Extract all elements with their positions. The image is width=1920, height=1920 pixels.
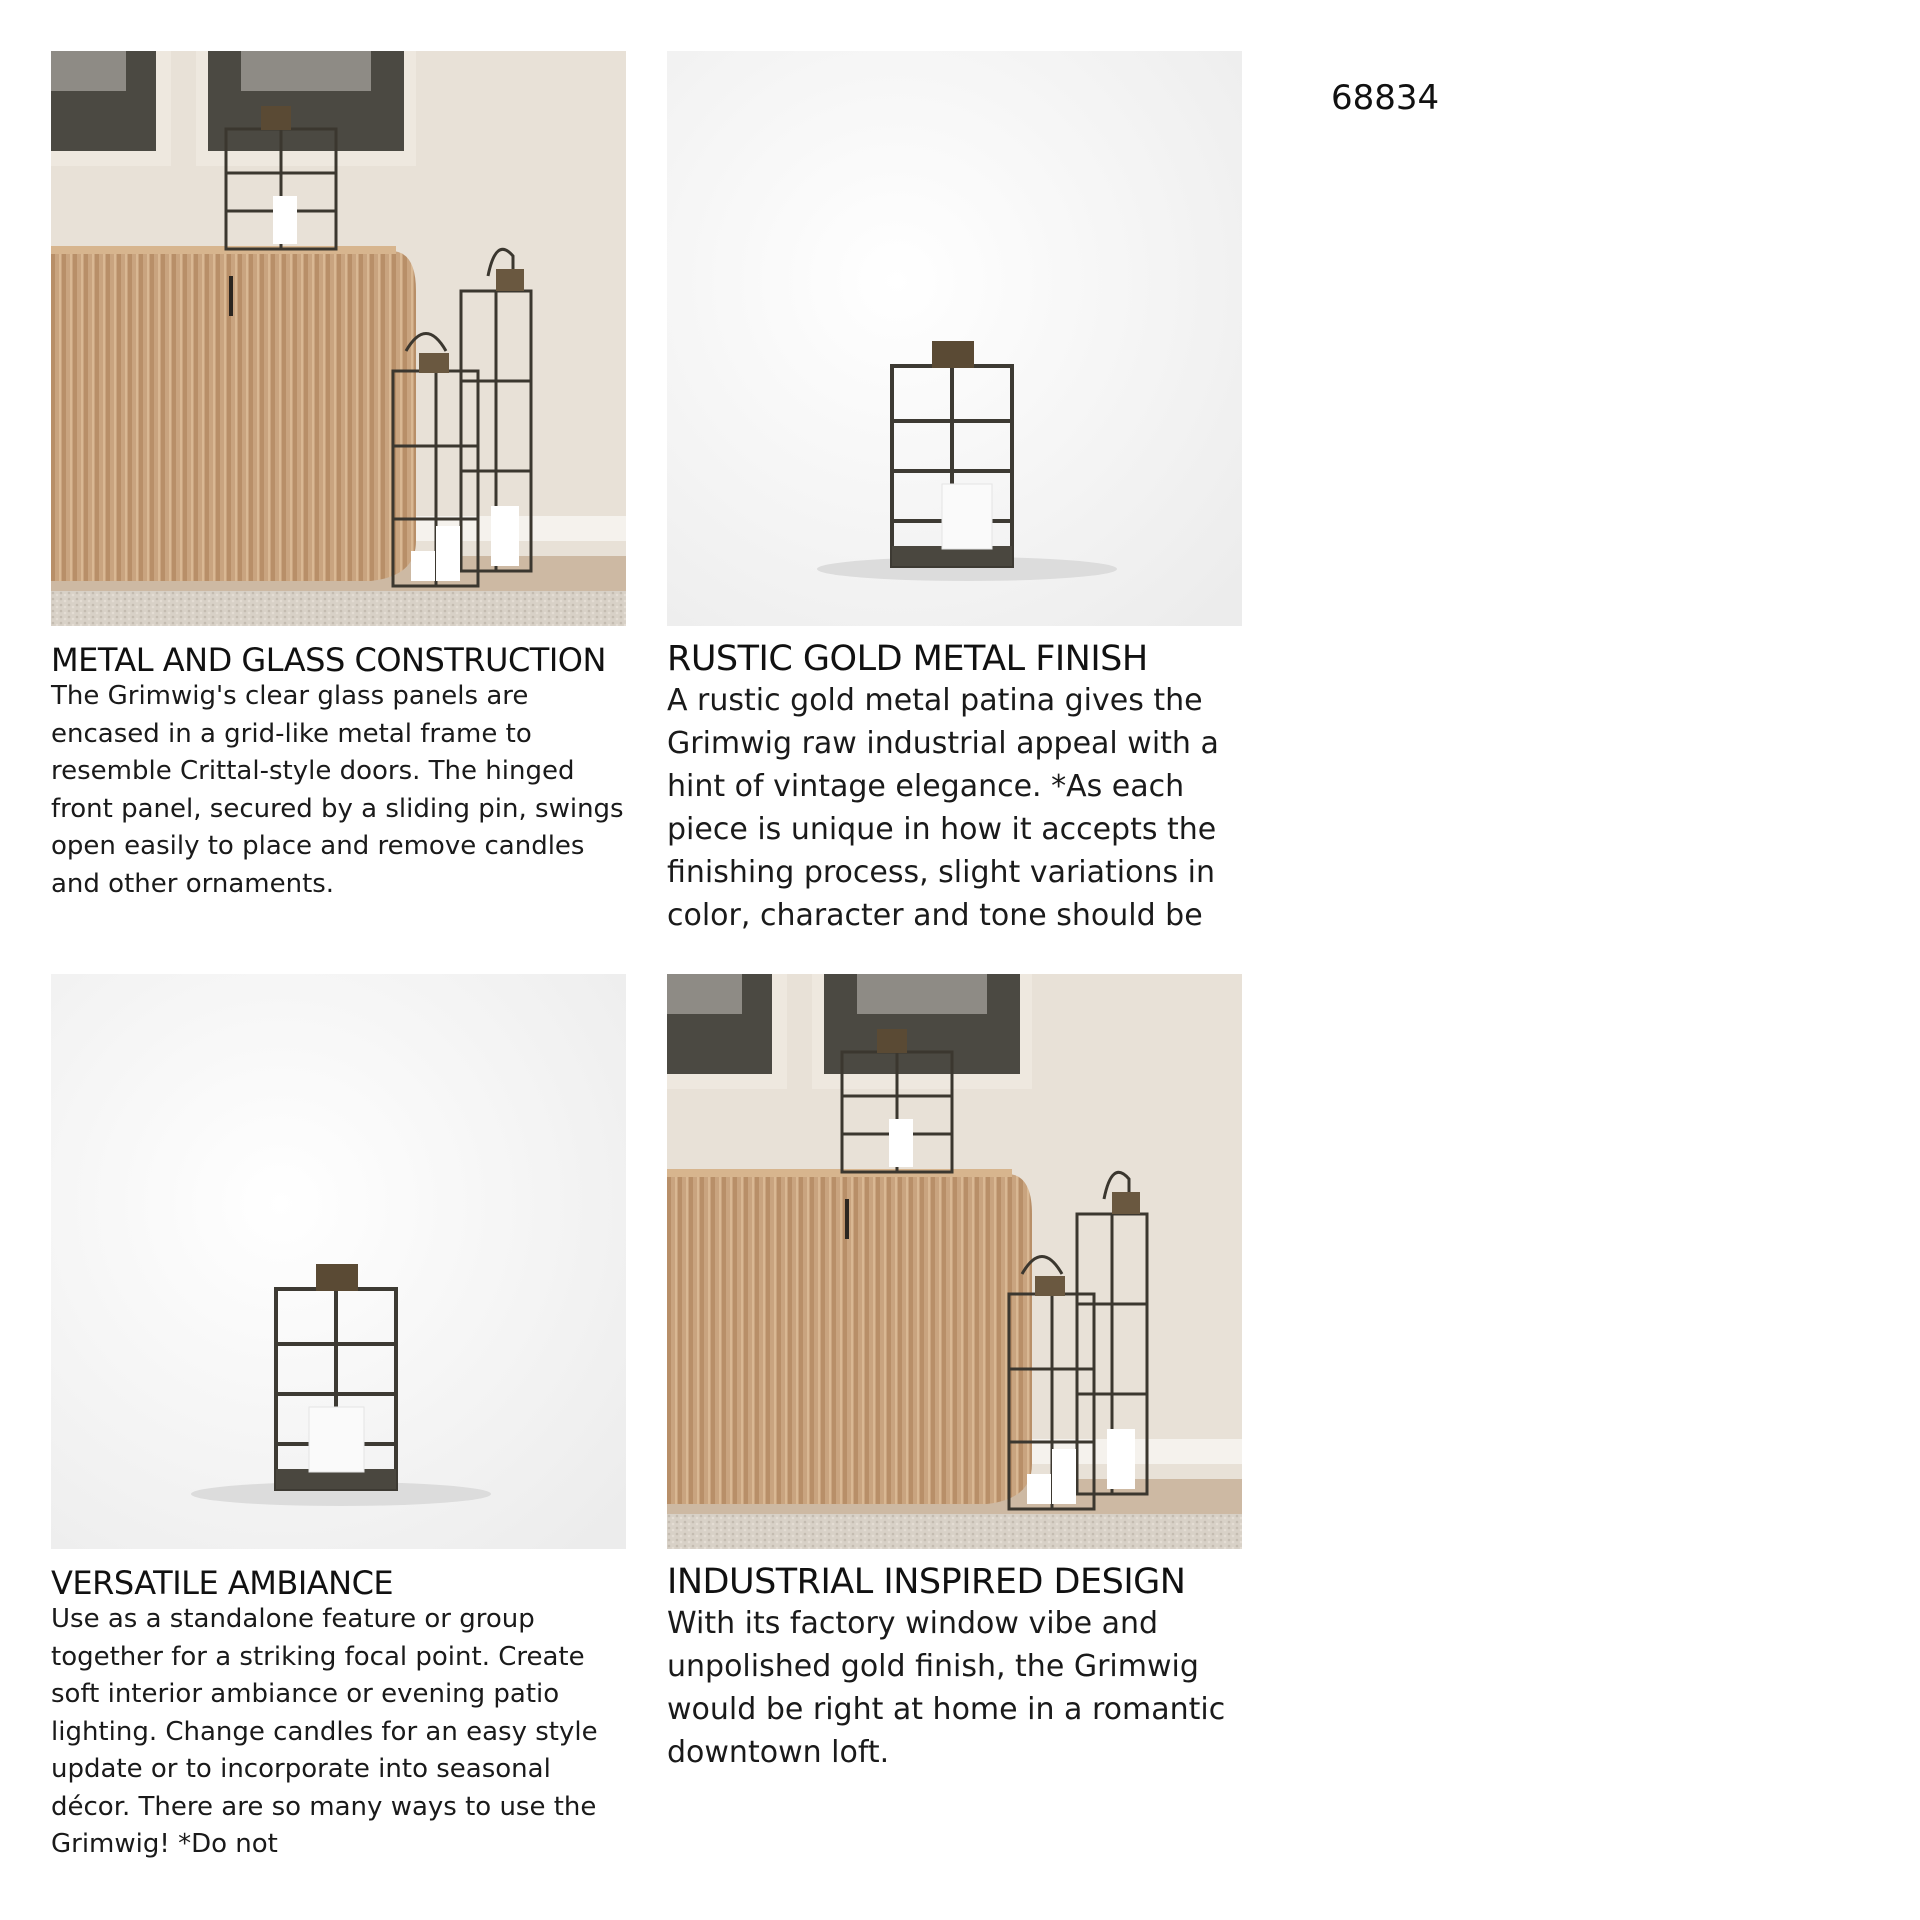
- feature-card-gold-finish: [667, 51, 1242, 937]
- feature-title: INDUSTRIAL INSPIRED DESIGN: [667, 1562, 1186, 1602]
- studio-product-photo: [51, 974, 626, 1549]
- feature-description: The Grimwig's clear glass panels are encased in a grid-like metal frame to resemble Crittal-style doors. The hinged front panel, secured by a sliding pin, swings open easily to place and remove candles and other ornaments.: [51, 681, 624, 899]
- feature-title: METAL AND GLASS CONSTRUCTION: [51, 641, 606, 679]
- lifestyle-photo: [51, 51, 626, 626]
- feature-title: RUSTIC GOLD METAL FINISH: [667, 639, 1148, 679]
- feature-card-metal-glass: [51, 51, 626, 903]
- lifestyle-photo: [667, 974, 1242, 1549]
- feature-card-ambiance: [51, 974, 626, 1864]
- feature-description: Use as a standalone feature or group together for a striking focal point. Create soft interior ambiance or evening patio lighting. Change candles for an easy style update or to incorporate into seasonal décor. There are so many ways to use the Grimwig! *Do not: [51, 1604, 598, 1859]
- feature-description: With its factory window vibe and unpolished gold finish, the Grimwig would be right at home in a romantic downtown loft.: [667, 1606, 1226, 1770]
- feature-card-industrial-design: [667, 974, 1242, 1774]
- studio-product-photo: [667, 51, 1242, 626]
- feature-description: A rustic gold metal patina gives the Grimwig raw industrial appeal with a hint of vintage elegance. *As each piece is unique in how it accepts the finishing process, slight variations in color, character and tone should be: [667, 683, 1219, 933]
- product-sku: 68834: [1331, 78, 1440, 118]
- feature-title: VERSATILE AMBIANCE: [51, 1564, 394, 1602]
